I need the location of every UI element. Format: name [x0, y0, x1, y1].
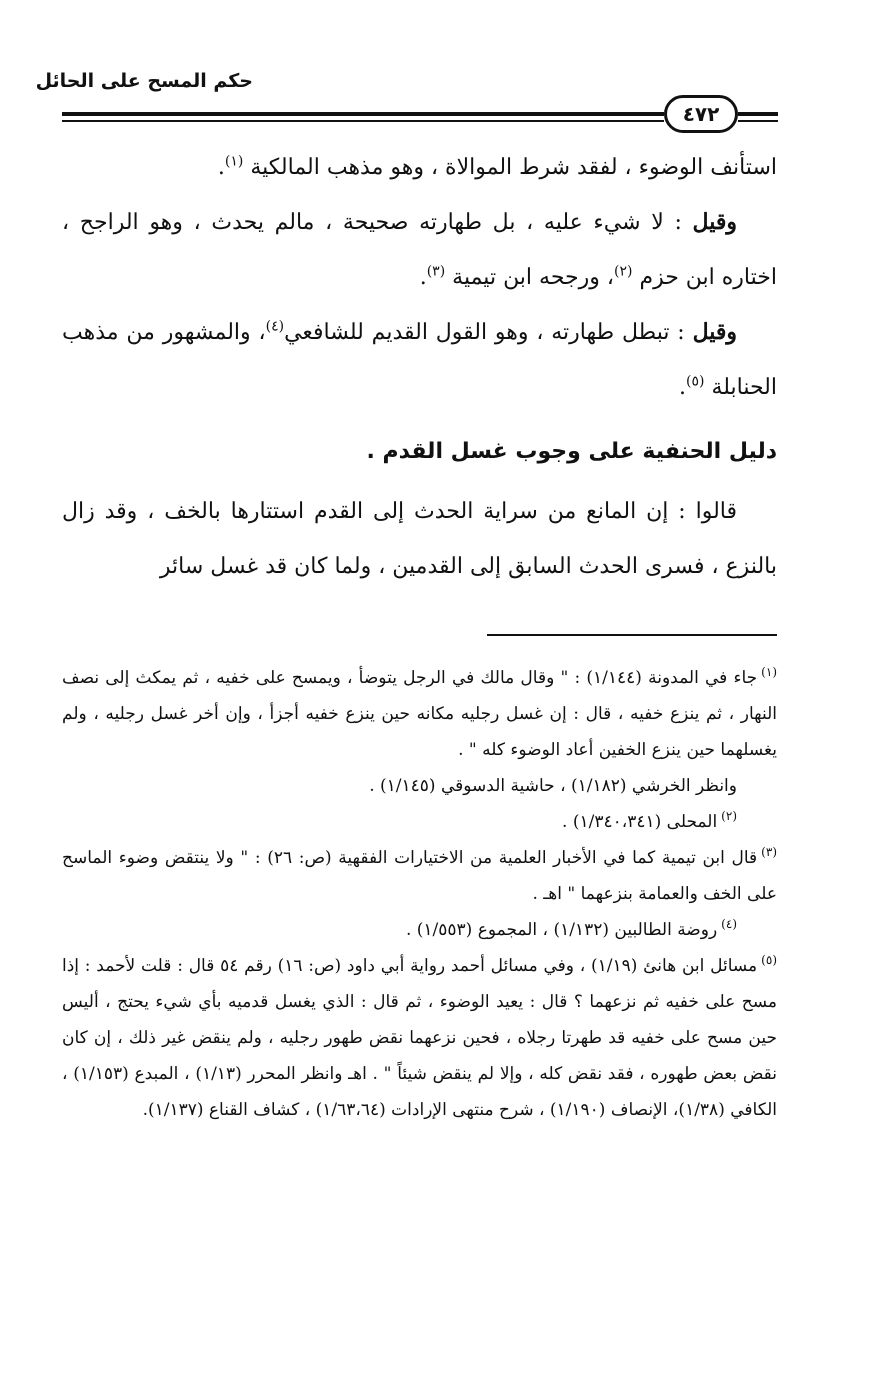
- footnote-1-number: (١): [761, 665, 777, 680]
- footnote-5-text: مسائل ابن هانئ (١/١٩) ، وفي مسائل أحمد رواية أبي داود (ص: ١٦) رقم ٥٤ قال : قلت لأحمد : إذا مسح على خفيه ثم نزعهما ؟ قال : يعيد الوضوء ، ثم قال : الذي يغسل قدميه بأي شيء يحتج ، أليس حين مسح على خفيه قد طهرتا رجلاه ، فحين نزعهما نقض طهور رجليه ، ولم ينقض غير ذلك ، إن كان نقض بعض طهوره ، فقد نقض كله ، وإلا لم ينقض شيئاً " . اهـ وانظر المحرر (١/١٣) ، المبدع (١/١٥٣) ، الكافي (١/٣٨)، الإنصاف (١/١٩٠) ، شرح منتهى الإرادات (١/٦٣،٦٤) ، كشاف القناع (١/١٣٧).: [62, 956, 778, 1120]
- footnote-2-text: المحلى (١/٣٤٠،٣٤١) .: [562, 812, 718, 832]
- footnote-5: [62, 948, 777, 1128]
- footnote-1-text: جاء في المدونة (١/١٤٤) : " وقال مالك في الرجل يتوضأ ، ويمسح على خفيه ، ثم يمكث إلى نصف النهار ، ثم ينزع خفيه ، قال : إن غسل رجليه مكانه حين ينزع خفيه أجزأ ، وإن أخر غسل رجليه ، ولم يغسلهما حين ينزع الخفين أعاد الوضوء كله " .: [62, 668, 777, 760]
- footnote-1: [62, 660, 777, 768]
- footnote-ref-4[interactable]: (٤): [265, 318, 285, 335]
- paragraph-2: [62, 195, 777, 305]
- footnote-ref-5[interactable]: (٥): [685, 373, 705, 390]
- footnote-4-number: (٤): [721, 917, 737, 932]
- header-rule-right-thick: [738, 112, 778, 116]
- footnote-3-number: (٣): [761, 845, 777, 860]
- paragraph-1-text: استأنف الوضوء ، لفقد شرط الموالاة ، وهو مذهب المالكية: [250, 155, 777, 180]
- footnote-ref-1[interactable]: (١): [224, 153, 244, 170]
- footnote-ref-2[interactable]: (٢): [613, 263, 633, 280]
- term-qila-2: وقيل: [692, 319, 738, 345]
- paragraph-3-text-b: ، والمشهور من مذهب الحنابلة: [62, 320, 777, 400]
- footnote-2: [62, 804, 777, 840]
- footnote-5-number: (٥): [761, 953, 777, 968]
- paragraph-3: [62, 305, 777, 415]
- footnote-3: [62, 840, 777, 912]
- running-title: حكم المسح على الحائل: [35, 70, 253, 92]
- section-heading: دليل الحنفية على وجوب غسل القدم .: [366, 439, 777, 464]
- header-rule-right-thin: [738, 120, 778, 122]
- footnote-4: [62, 912, 777, 948]
- footnote-separator: [487, 634, 777, 636]
- footnotes: [62, 660, 777, 1128]
- paragraph-1-end: .: [217, 155, 225, 180]
- header-rule-thin: [62, 120, 664, 122]
- paragraph-3-text-a: : تبطل طهارته ، وهو القول القديم للشافعي: [284, 320, 693, 345]
- term-qila-1: وقيل: [692, 209, 737, 235]
- footnote-ref-3[interactable]: (٣): [426, 263, 446, 280]
- paragraph-2-end: .: [419, 265, 427, 290]
- footnote-1-continuation: وانظر الخرشي (١/١٨٢) ، حاشية الدسوقي (١/١٤٥) .: [369, 776, 737, 796]
- footnote-4-text: روضة الطالبين (١/١٣٢) ، المجموع (١/٥٥٣) .: [405, 920, 718, 940]
- paragraph-2-text-b: ، ورجحه ابن تيمية: [452, 265, 614, 290]
- paragraph-4: قالوا : إن المانع من سراية الحدث إلى القدم استتارها بالخف ، وقد زال بالنزع ، فسرى الحدث السابق إلى القدمين ، ولما كان قد غسل سائر: [62, 499, 777, 579]
- main-text: [62, 140, 777, 415]
- paragraph-3-end: .: [678, 375, 686, 400]
- footnote-3-text: قال ابن تيمية كما في الأخبار العلمية من الاختيارات الفقهية (ص: ٢٦) : " ولا ينتقض وضوء الماسح على الخف والعمامة بنزعهما " اهـ .: [62, 848, 777, 904]
- page-number: ٤٧٢: [664, 95, 738, 133]
- footnote-2-number: (٢): [721, 809, 737, 824]
- header-rule-thick: [62, 112, 664, 116]
- paragraph-1: [62, 140, 777, 195]
- paragraph-2-text-a: : لا شيء عليه ، بل طهارته صحيحة ، مالم يحدث ، وهو الراجح ، اختاره ابن حزم: [62, 210, 777, 290]
